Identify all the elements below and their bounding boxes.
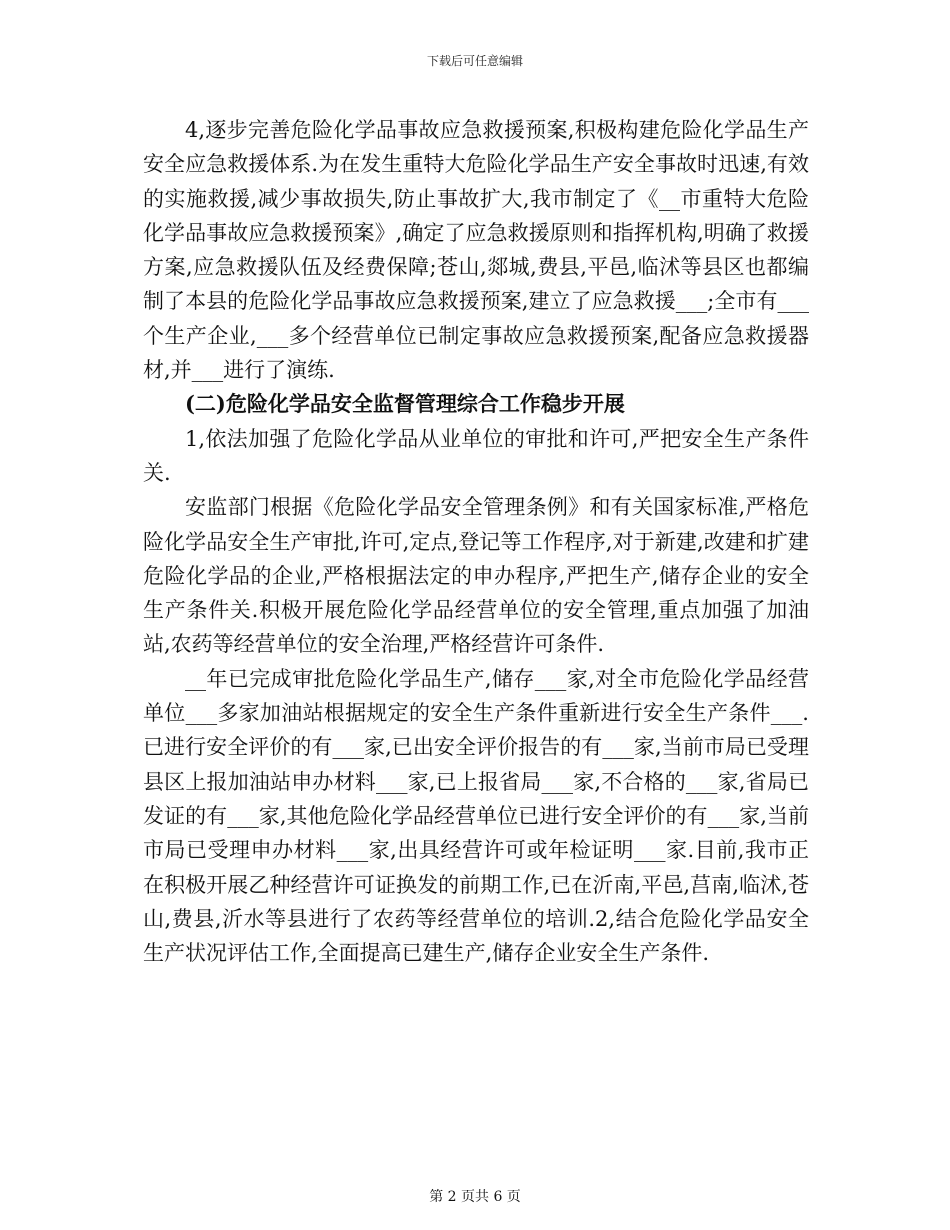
- page-footer: 第 2 页共 6 页: [429, 1189, 521, 1205]
- document-body: [143, 113, 809, 970]
- paragraph-statistics: __年已完成审批危险化学品生产,储存___家,对全市危险化学品经营单位___多家加油站根据规定的安全生产条件重新进行安全生产条件___.已进行安全评价的有___家,已出安全评价报告的有___家,当前市局已受理县区上报加油站申办材料___家,已上报省局___家,不合格的___家,省局已发证的有___家,其他危险化学品经营单位已进行安全评价的有___家,当前市局已受理申办材料___家,出具经营许可或年检证明___家.目前,我市正在积极开展乙种经营许可证换发的前期工作,已在沂南,平邑,莒南,临沭,苍山,费县,沂水等县进行了农药等经营单位的培训.2,结合危险化学品安全生产状况评估工作,全面提高已建生产,储存企业安全生产条件.: [143, 666, 809, 966]
- section-heading: (二)危险化学品安全监督管理综合工作稳步开展: [185, 391, 625, 417]
- paragraph-approval: 1,依法加强了危险化学品从业单位的审批和许可,严把安全生产条件关.: [143, 426, 809, 485]
- page-header: 下载后可任意编辑: [426, 54, 523, 68]
- paragraph-emergency-plan: 4,逐步完善危险化学品事故应急救援预案,积极构建危险化学品生产安全应急救援体系.为在发生重特大危险化学品生产安全事故时迅速,有效的实施救援,减少事故损失,防止事故扩大,我市制定了《__市重特大危险化学品事故应急救援预案》,确定了应急救援原则和指挥机构,明确了救援方案,应急救援队伍及经费保障;苍山,郯城,费县,平邑,临沭等县区也都编制了本县的危险化学品事故应急救援预案,建立了应急救援___;全市有___个生产企业,___多个经营单位已制定事故应急救援预案,配备应急救援器材,并___进行了演练.: [143, 118, 809, 383]
- paragraph-supervision: 安监部门根据《危险化学品安全管理条例》和有关国家标准,严格危险化学品安全生产审批,许可,定点,登记等工作程序,对于新建,改建和扩建危险化学品的企业,严格根据法定的申办程序,严把生产,储存企业的安全生产条件关.积极开展危险化学品经营单位的安全管理,重点加强了加油站,农药等经营单位的安全治理,严格经营许可条件.: [143, 495, 809, 657]
